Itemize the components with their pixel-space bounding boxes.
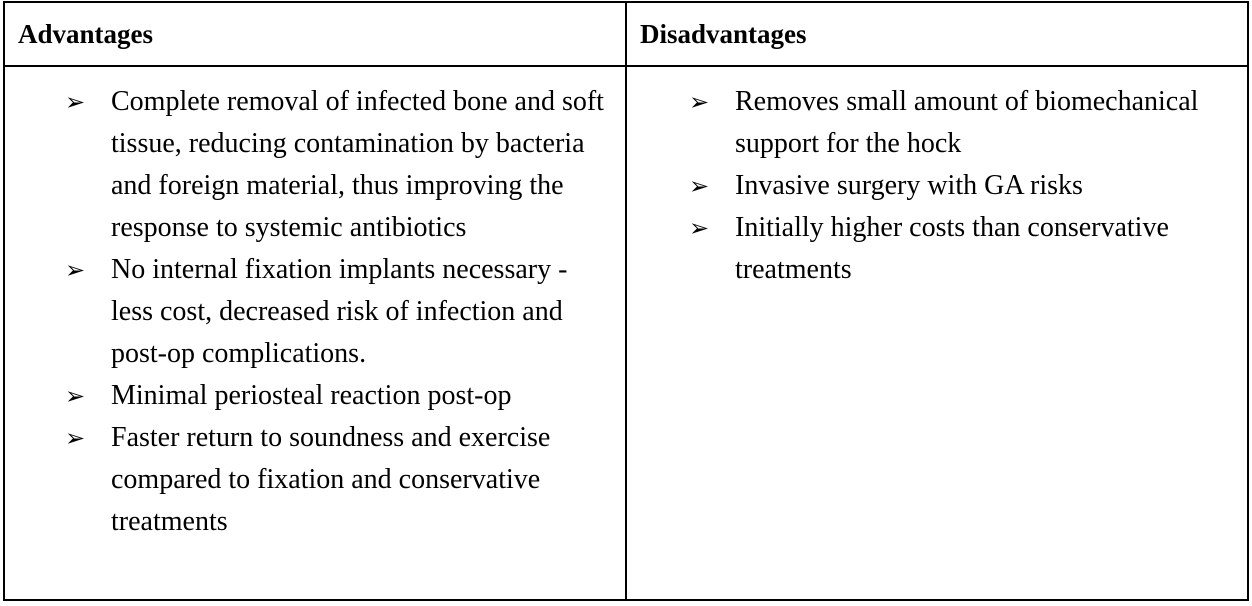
- list-item-text: Initially higher costs than conservative treatments: [735, 212, 1169, 285]
- advantages-header: Advantages: [4, 2, 626, 66]
- list-item-text: Faster return to soundness and exercise compared to fixation and conservative treatments: [111, 422, 551, 537]
- advantages-disadvantages-table: [3, 1, 1249, 601]
- disadvantages-list: [627, 81, 1247, 291]
- arrow-bullet-icon: ➢: [65, 424, 86, 452]
- list-item-text: Complete removal of infected bone and soft tissue, reducing contamination by bacteria and foreign material, thus improving the response to systemic antibiotics: [111, 86, 604, 243]
- list-item: [627, 165, 1247, 207]
- arrow-bullet-icon: ➢: [689, 88, 710, 116]
- advantages-list: [5, 81, 625, 543]
- arrow-bullet-icon: ➢: [689, 214, 710, 242]
- list-item: [627, 207, 1247, 291]
- list-item: [5, 81, 625, 249]
- list-item: [5, 249, 625, 375]
- list-item-text: No internal fixation implants necessary - less cost, decreased risk of infection and post-op complications.: [111, 254, 568, 369]
- header-row: [4, 2, 1248, 66]
- list-item: [627, 81, 1247, 165]
- arrow-bullet-icon: ➢: [65, 256, 86, 284]
- advantages-cell: [4, 66, 626, 600]
- list-item: [5, 417, 625, 543]
- list-item-text: Invasive surgery with GA risks: [735, 170, 1083, 201]
- list-item-text: Minimal periosteal reaction post-op: [111, 380, 512, 411]
- arrow-bullet-icon: ➢: [689, 172, 710, 200]
- content-row: [4, 66, 1248, 600]
- list-item: [5, 375, 625, 417]
- list-item-text: Removes small amount of biomechanical support for the hock: [735, 86, 1199, 159]
- disadvantages-header: Disadvantages: [626, 2, 1248, 66]
- arrow-bullet-icon: ➢: [65, 382, 86, 410]
- disadvantages-cell: [626, 66, 1248, 600]
- arrow-bullet-icon: ➢: [65, 88, 86, 116]
